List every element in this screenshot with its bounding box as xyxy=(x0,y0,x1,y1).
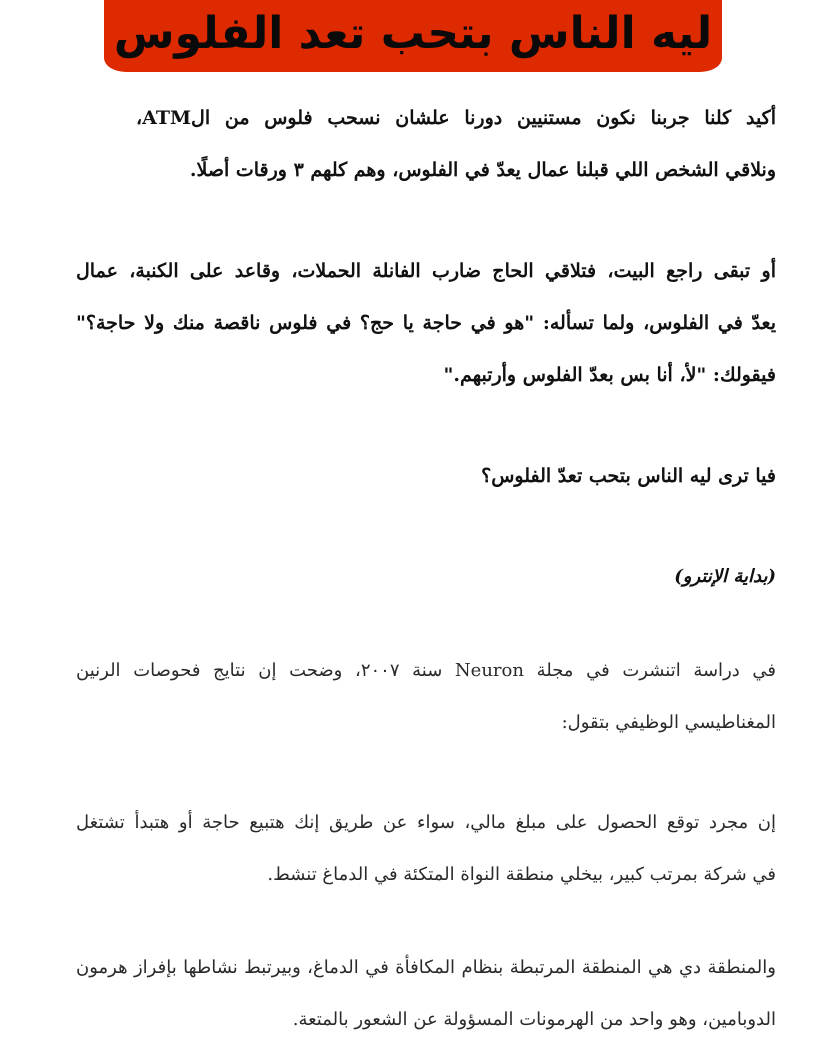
question-heading xyxy=(76,450,776,502)
paragraph-expectation xyxy=(76,797,776,901)
text-line: أو تبقى راجع البيت، فتلاقي الحاج ضارب الفانلة الحملات، وقاعد على الكنبة، عمال xyxy=(76,260,776,282)
paragraph-haj xyxy=(76,245,776,401)
text-line: ونلاقي الشخص اللي قبلنا عمال يعدّ في الفلوس، وهم كلهم ٣ ورقات أصلًا. xyxy=(189,159,776,181)
text-line: (بداية الإنترو) xyxy=(674,566,776,587)
text-line: فيا ترى ليه الناس بتحب تعدّ الفلوس؟ xyxy=(481,465,776,487)
paragraph-dopamine xyxy=(76,942,776,1046)
text-line: والمنطقة دي هي المنطقة المرتبطة بنظام المكافأة في الدماغ، وبيرتبط نشاطها بإفراز هرمون xyxy=(76,957,776,978)
text-line: فيقولك: "لأ، أنا بس بعدّ الفلوس وأرتبهم." xyxy=(443,364,776,386)
text-line: الدوبامين، وهو واحد من الهرمونات المسؤولة عن الشعور بالمتعة. xyxy=(292,1009,776,1030)
intro-marker xyxy=(76,552,776,602)
text-line: المغناطيسي الوظيفي بتقول: xyxy=(561,712,776,733)
text-line: أكيد كلنا جربنا نكون مستنيين دورنا علشان نسحب فلوس من الATM، xyxy=(136,107,776,129)
text-line: إن مجرد توقع الحصول على مبلغ مالي، سواء عن طريق إنك هتبيع حاجة أو هتبدأ تشتغل xyxy=(76,812,776,833)
text-line: في دراسة اتنشرت في مجلة Neuron سنة ٢٠٠٧، وضحت إن نتايج فحوصات الرنين xyxy=(76,660,777,681)
title-banner xyxy=(104,0,722,72)
page-title: ليه الناس بتحب تعد الفلوس xyxy=(113,7,713,59)
paragraph-atm xyxy=(136,92,776,196)
paragraph-neuron-study xyxy=(76,645,776,749)
text-line: في شركة بمرتب كبير، بيخلي منطقة النواة المتكئة في الدماغ تنشط. xyxy=(267,864,776,885)
text-line: يعدّ في الفلوس، ولما تسأله: "هو في حاجة يا حج؟ في فلوس ناقصة منك ولا حاجة؟" xyxy=(76,312,776,334)
